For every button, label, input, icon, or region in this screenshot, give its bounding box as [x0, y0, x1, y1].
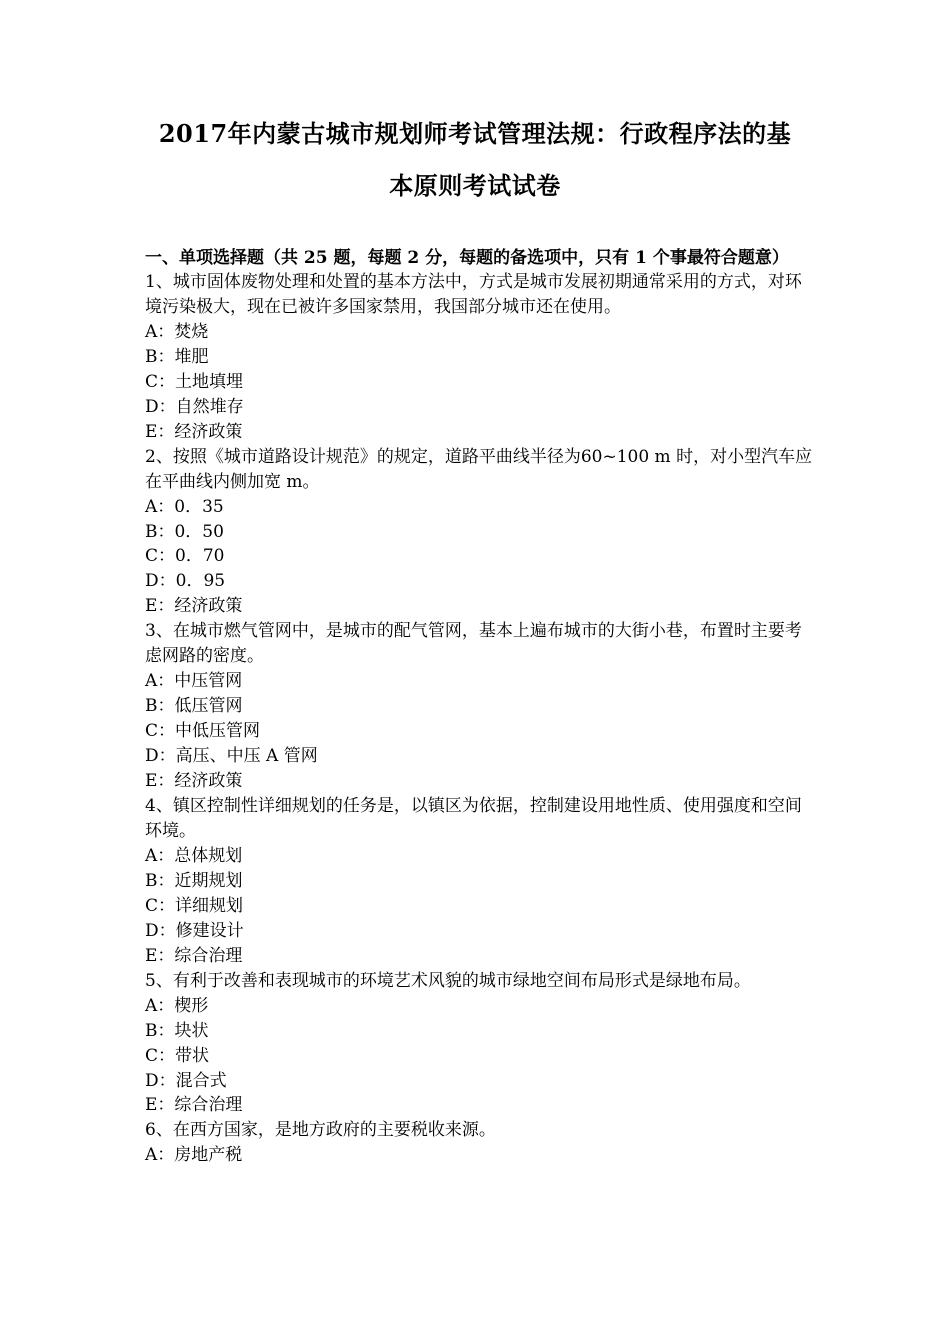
question-stem: 5、有利于改善和表现城市的环境艺术风貌的城市绿地空间布局形式是绿地布局。: [145, 970, 751, 991]
option-a: A：中压管网: [145, 671, 243, 692]
question-stem: 6、在西方国家，是地方政府的主要税收来源。: [145, 1120, 496, 1141]
option-a: A：楔形: [145, 995, 209, 1016]
option-b: B：近期规划: [145, 870, 243, 891]
option-e: E：综合治理: [145, 945, 243, 966]
option-c: C：中低压管网: [145, 721, 261, 742]
document-title-line-1: 2017年内蒙古城市规划师考试管理法规：行政程序法的基: [158, 119, 792, 148]
question-1: [145, 270, 813, 445]
option-c: C：详细规划: [145, 895, 244, 916]
option-d: D：混合式: [145, 1070, 227, 1091]
option-d: D：自然堆存: [145, 396, 244, 417]
question-stem: 3、在城市燃气管网中，是城市的配气管网，基本上遍布城市的大街小巷，布置时主要考虑网路的密度。: [145, 621, 802, 667]
section-header: 一、单项选择题（共 25 题，每题 2 分，每题的备选项中，只有 1 个事最符合题意）: [145, 248, 789, 268]
question-6: [145, 1118, 813, 1168]
document-body: [145, 246, 813, 1168]
option-b: B：0．50: [145, 521, 224, 542]
option-b: B：块状: [145, 1020, 209, 1041]
question-stem: 2、按照《城市道路设计规范》的规定，道路平曲线半径为60~100 m 时，对小型汽车应在平曲线内侧加宽 m。: [145, 446, 813, 492]
option-d: D：0．95: [145, 571, 226, 592]
option-e: E：经济政策: [145, 596, 243, 617]
option-a: A：0．35: [145, 496, 224, 517]
question-stem: 4、镇区控制性详细规划的任务是，以镇区为依据，控制建设用地性质、使用强度和空间环境。: [145, 796, 802, 841]
question-stem: 1、城市固体废物处理和处置的基本方法中，方式是城市发展初期通常采用的方式，对环境污染极大，现在已被许多国家禁用，我国部分城市还在使用。: [145, 272, 802, 317]
option-b: B：低压管网: [145, 696, 243, 717]
option-b: B：堆肥: [145, 346, 209, 367]
option-a: A：房地产税: [145, 1145, 243, 1166]
document-title-line-2: 本原则考试试卷: [389, 171, 561, 200]
option-d: D：高压、中压 A 管网: [145, 746, 318, 767]
option-e: E：经济政策: [145, 771, 243, 792]
question-5: [145, 969, 813, 1119]
option-a: A：总体规划: [145, 845, 243, 866]
option-c: C：0．70: [145, 546, 225, 567]
option-c: C：带状: [145, 1045, 210, 1066]
option-c: C：土地填埋: [145, 371, 244, 392]
option-d: D：修建设计: [145, 920, 244, 941]
option-a: A：焚烧: [145, 321, 209, 342]
option-e: E：综合治理: [145, 1095, 243, 1116]
option-e: E：经济政策: [145, 421, 243, 442]
question-4: [145, 794, 813, 969]
question-2: [145, 445, 813, 620]
question-3: [145, 619, 813, 794]
